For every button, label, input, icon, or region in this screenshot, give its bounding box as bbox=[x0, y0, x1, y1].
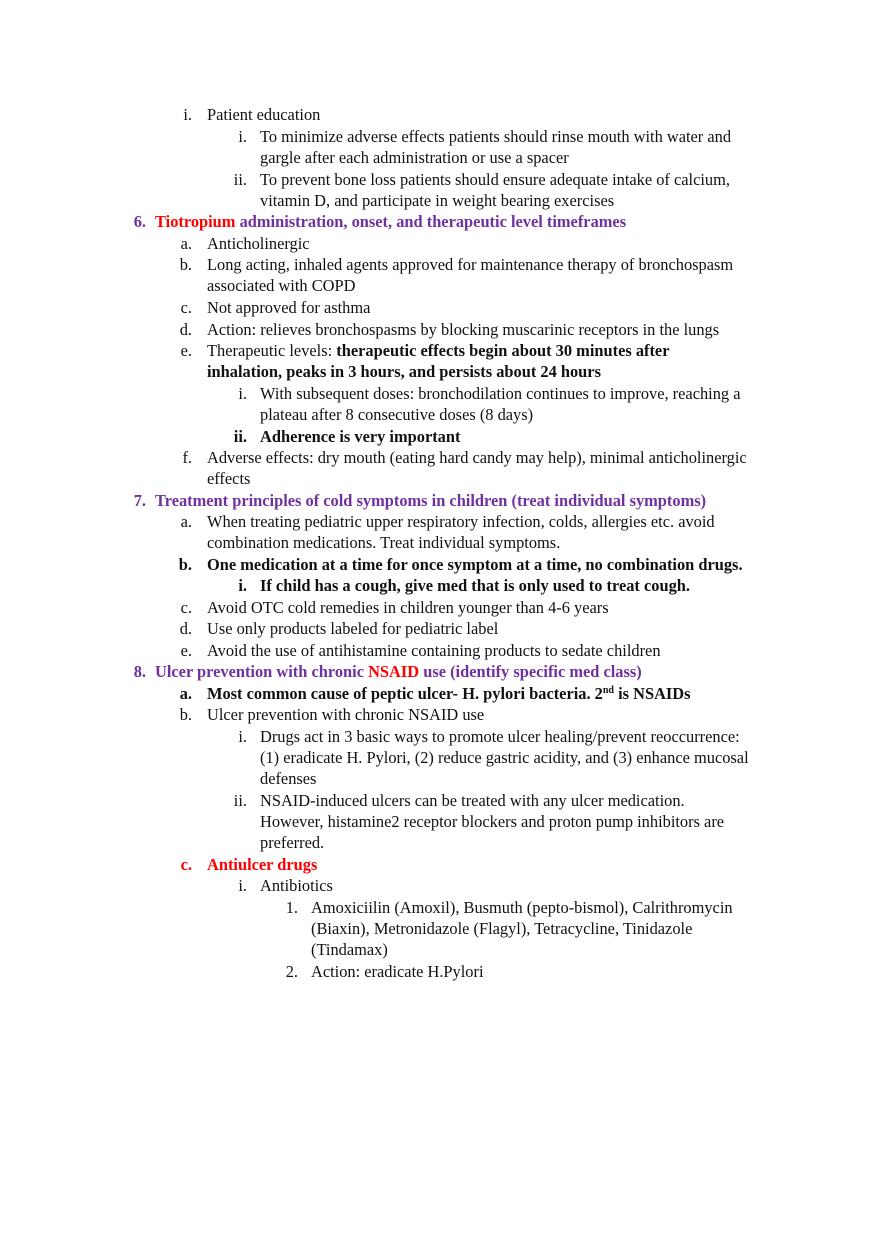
therapeutic-levels-bold: therapeutic effects begin about 30 minutes after bbox=[336, 341, 670, 360]
list-marker: b. bbox=[179, 255, 192, 274]
list-item-text: One medication at a time for once symptom at a time, no combination drugs. bbox=[207, 555, 743, 574]
list-item-text: Action: relieves bronchospasms by blocking muscarinic receptors in the lungs bbox=[207, 320, 720, 339]
list-marker: 1. bbox=[285, 898, 298, 917]
list-marker: e. bbox=[180, 341, 192, 360]
list-item-text: Avoid OTC cold remedies in children younger than 4-6 years bbox=[207, 598, 609, 617]
list-marker: i. bbox=[238, 727, 247, 746]
list-item-text: vitamin D, and participate in weight bearing exercises bbox=[260, 191, 615, 210]
list-item-text: Drugs act in 3 basic ways to promote ulcer healing/prevent reoccurrence: bbox=[260, 727, 740, 746]
list-item-text: NSAID-induced ulcers can be treated with any ulcer medication. bbox=[260, 791, 685, 810]
list-item-text: However, histamine2 receptor blockers and proton pump inhibitors are bbox=[260, 812, 725, 831]
list-item-text: Avoid the use of antihistamine containing products to sedate children bbox=[207, 641, 661, 660]
list-item-text: defenses bbox=[260, 769, 317, 788]
list-item-text: To minimize adverse effects patients should rinse mouth with water and bbox=[260, 127, 732, 146]
list-item-text bbox=[207, 341, 669, 361]
heading-text: use (identify specific med class) bbox=[423, 662, 642, 681]
list-item-text: Action: eradicate H.Pylori bbox=[311, 962, 484, 981]
list-marker: i. bbox=[183, 105, 192, 124]
list-marker: i. bbox=[238, 876, 247, 895]
list-item-text: effects bbox=[207, 469, 251, 488]
list-marker: 2. bbox=[285, 962, 298, 981]
list-item-text: Amoxiciilin (Amoxil), Busmuth (pepto-bismol), Calrithromycin bbox=[311, 898, 733, 917]
list-marker: ii. bbox=[233, 170, 247, 189]
list-item-text: preferred. bbox=[260, 833, 325, 852]
list-marker: ii. bbox=[233, 427, 247, 446]
list-marker: a. bbox=[180, 234, 192, 253]
list-marker: i. bbox=[238, 127, 247, 146]
list-marker: c. bbox=[180, 855, 192, 874]
section-number: 8. bbox=[133, 662, 146, 681]
list-marker: f. bbox=[182, 448, 192, 467]
list-item-text: With subsequent doses: bronchodilation continues to improve, reaching a bbox=[260, 384, 741, 403]
list-marker: b. bbox=[178, 555, 192, 574]
text-part: is NSAIDs bbox=[614, 684, 691, 703]
list-item-text: If child has a cough, give med that is only used to treat cough. bbox=[260, 576, 690, 595]
text-part: Most common cause of peptic ulcer- H. pylori bacteria. 2 bbox=[207, 684, 603, 703]
list-item-text: Adherence is very important bbox=[260, 427, 461, 446]
section-number: 7. bbox=[133, 491, 146, 510]
list-item-text: Patient education bbox=[207, 105, 321, 124]
heading-text: Ulcer prevention with chronic bbox=[155, 662, 364, 681]
list-marker: a. bbox=[179, 684, 192, 703]
list-item-text: combination medications. Treat individual symptoms. bbox=[207, 533, 561, 552]
list-marker: c. bbox=[180, 298, 192, 317]
list-marker: i. bbox=[238, 576, 247, 595]
section-heading bbox=[155, 662, 642, 682]
section-heading bbox=[155, 212, 626, 232]
list-marker: c. bbox=[180, 598, 192, 617]
heading-drug-name: Tiotropium bbox=[155, 212, 236, 231]
list-item-text: Adverse effects: dry mouth (eating hard candy may help), minimal anticholinergic bbox=[207, 448, 747, 467]
section-number: 6. bbox=[133, 212, 146, 231]
list-item-text: Antiulcer drugs bbox=[207, 855, 318, 874]
list-item-text bbox=[207, 684, 691, 704]
list-marker: ii. bbox=[233, 791, 247, 810]
list-item-text: To prevent bone loss patients should ensure adequate intake of calcium, bbox=[260, 170, 730, 189]
list-item-text: (1) eradicate H. Pylori, (2) reduce gastric acidity, and (3) enhance mucosal bbox=[260, 748, 749, 767]
list-marker: b. bbox=[179, 705, 192, 724]
list-marker: d. bbox=[179, 619, 192, 638]
list-item-text: plateau after 8 consecutive doses (8 days) bbox=[260, 405, 534, 424]
list-item-text: When treating pediatric upper respiratory infection, colds, allergies etc. avoid bbox=[207, 512, 715, 531]
list-item-text: associated with COPD bbox=[207, 276, 356, 295]
section-heading: Treatment principles of cold symptoms in children (treat individual symptoms) bbox=[155, 491, 707, 510]
list-item-text: gargle after each administration or use a spacer bbox=[260, 148, 569, 167]
list-item-text: Not approved for asthma bbox=[207, 298, 371, 317]
list-marker: e. bbox=[180, 641, 192, 660]
superscript: nd bbox=[602, 685, 614, 696]
list-item-text: Long acting, inhaled agents approved for maintenance therapy of bronchospasm bbox=[207, 255, 734, 274]
list-item-text: Use only products labeled for pediatric label bbox=[207, 619, 499, 638]
list-item-text: inhalation, peaks in 3 hours, and persists about 24 hours bbox=[207, 362, 601, 381]
heading-drug-name: NSAID bbox=[368, 662, 420, 681]
list-item-text: (Biaxin), Metronidazole (Flagyl), Tetracycline, Tinidazole bbox=[311, 919, 693, 938]
list-item-text: Ulcer prevention with chronic NSAID use bbox=[207, 705, 485, 724]
list-item-text: Antibiotics bbox=[260, 876, 333, 895]
list-marker: i. bbox=[238, 384, 247, 403]
list-marker: a. bbox=[180, 512, 192, 531]
heading-text: administration, onset, and therapeutic level timeframes bbox=[239, 212, 627, 231]
list-marker: d. bbox=[179, 320, 192, 339]
list-item-text: Anticholinergic bbox=[207, 234, 310, 253]
therapeutic-levels-label: Therapeutic levels: bbox=[207, 341, 333, 360]
list-item-text: (Tindamax) bbox=[311, 940, 388, 959]
